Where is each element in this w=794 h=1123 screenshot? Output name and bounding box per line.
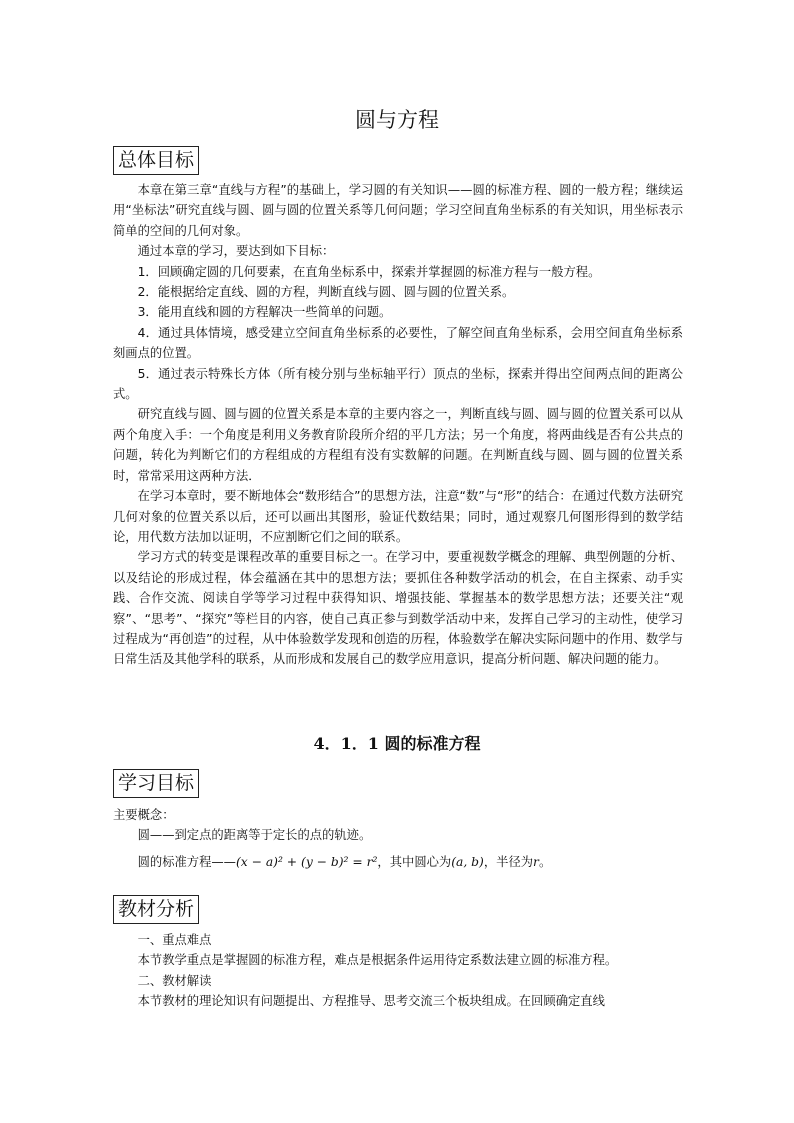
equation-formula: (x − a)² + (y − b)² = r²: [235, 854, 378, 869]
research-paragraph: 研究直线与圆、圆与圆的位置关系是本章的主要内容之一，判断直线与圆、圆与圆的位置关系可以从两个角度入手：一个角度是利用义务教育阶段所介绍的平几方法；另一个角度，将两曲线是否有公共点的问题，转化为判断它们的方程组成的方程组有没有实数解的问题。在判断直线与圆、圆与圆的位置关系时，常常采用这两种方法．: [113, 407, 683, 483]
learning-method-paragraph: 学习方式的转变是课程改革的重要目标之一。在学习中，要重视数学概念的理解、典型例题的分析、以及结论的形成过程，体会蕴涵在其中的思想方法；要抓住各种数学活动的机会，在自主探索、动手实践、合作交流、阅读自学等学习过程中获得知识、增强技能、掌握基本的数学思想方法；还要关注“观察”、“思考”、“探究”等栏目的内容，使自己真正参与到数学活动中来，发挥自己学习的主动性，使学习过程成为“再创造”的过程，从中体验数学发现和创造的历程，体验数学在解决实际问题中的作用、数学与日常生活及其他学科的联系，从而形成和发展自己的数学应用意识，提高分析问题、解决问题的能力。: [113, 550, 683, 667]
equation-radius-label: ，半径为: [483, 854, 534, 869]
goals-lead: 通过本章的学习，要达到如下目标：: [137, 244, 335, 259]
section-heading-textbook-analysis: 教材分析: [113, 895, 199, 924]
overall-goal-body: [113, 180, 683, 670]
equation-prefix: 圆的标准方程——: [137, 854, 236, 869]
section-heading-learning-goal: 学习目标: [113, 769, 199, 798]
goal-item-1: 1．回顾确定圆的几何要素，在直角坐标系中，探索并掌握圆的标准方程与一般方程。: [137, 264, 601, 279]
goal-item-3: 3．能用直线和圆的方程解决一些简单的问题。: [137, 305, 392, 320]
circle-definition: 圆——到定点的距离等于定长的点的轨迹。: [137, 828, 372, 843]
analysis-heading-2: 二、教材解读: [137, 973, 212, 988]
equation-middle: ，其中圆心为: [377, 854, 452, 869]
intro-paragraph: 本章在第三章“直线与方程”的基础上，学习圆的有关知识——圆的标准方程、圆的一般方程；继续运用“坐标法”研究直线与圆、圆与圆的位置关系等几何问题；学习空间直角坐标系的有关知识，用坐标表示简单的空间的几何对象。: [113, 183, 683, 238]
section-heading-overall-goal: 总体目标: [113, 146, 199, 175]
circle-center: (a, b): [451, 854, 484, 869]
reading-paragraph: 本节教材的理论知识有问题提出、方程推导、思考交流三个板块组成。在回顾确定直线: [137, 994, 605, 1009]
page-title: 圆与方程: [355, 108, 439, 132]
subsection-title: 4．1．1 圆的标准方程: [313, 734, 481, 753]
equation-end: 。: [538, 854, 552, 869]
focus-paragraph: 本节教学重点是掌握圆的标准方程，难点是根据条件运用待定系数法建立圆的标准方程。: [137, 953, 618, 968]
analysis-heading-1: 一、重点难点: [137, 933, 212, 947]
circle-radius: r: [533, 854, 539, 869]
textbook-analysis-body: [113, 930, 683, 1012]
shape-number-paragraph: 在学习本章时，要不断地体会“数形结合”的思想方法，注意“数”与“形”的结合：在通过代数方法研究几何对象的位置关系以后，还可以画出其图形，验证代数结果；同时，通过观察几何图形得到的数学结论，用代数方法加以证明，不应割断它们之间的联系。: [113, 489, 683, 544]
standard-equation-line: [113, 852, 683, 872]
learning-goal-body: [113, 805, 683, 872]
goal-item-5: 5．通过表示特殊长方体（所有棱分别与坐标轴平行）顶点的坐标，探索并得出空间两点间的距离公式。: [113, 366, 683, 402]
goal-item-4: 4．通过具体情境，感受建立空间直角坐标系的必要性，了解空间直角坐标系，会用空间直角坐标系刻画点的位置。: [113, 325, 683, 361]
concept-label: 主要概念：: [113, 808, 175, 822]
goal-item-2: 2．能根据给定直线、圆的方程，判断直线与圆、圆与圆的位置关系。: [137, 285, 515, 300]
